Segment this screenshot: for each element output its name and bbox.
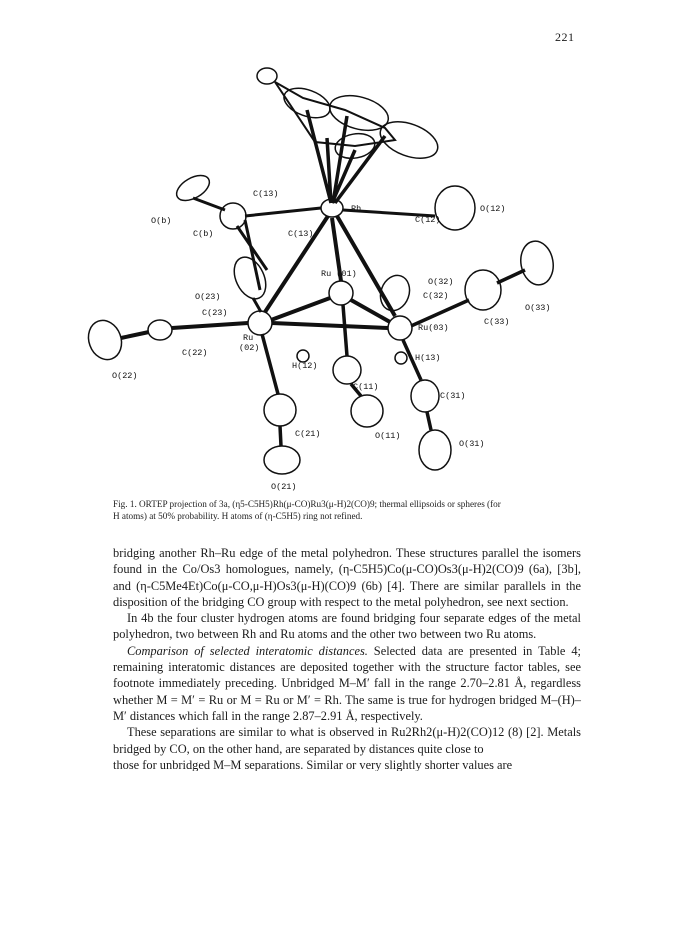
atom-label: O(b) [151, 216, 172, 226]
atom-label: (02) [239, 343, 260, 353]
atom-label: Ru(03) [418, 323, 449, 333]
paragraph: In 4b the four cluster hydrogen atoms are found bridging four separate edges of the metal polyhedron, two between Rh and Ru atoms and the other two between two Ru atoms. [113, 611, 581, 642]
atom-label: C(b) [193, 229, 214, 239]
paragraph-cut-off: those for unbridged M–M separations. Similar or very slightly shorter values are [113, 757, 513, 771]
atom-label: C(22) [182, 348, 208, 358]
atom-label: Rh [351, 204, 362, 214]
atom-label: C(33) [484, 317, 510, 327]
atom-label: O(33) [525, 303, 551, 313]
atom-label: Ru [243, 333, 254, 343]
atom-label: O(23) [195, 292, 221, 302]
atom-label: C(13) [288, 229, 314, 239]
atom-label: Ru (01) [321, 269, 357, 279]
atom-label: O(31) [459, 439, 485, 449]
ortep-figure [85, 58, 585, 498]
atom-label: C(31) [440, 391, 466, 401]
cp-atom-ellipse [257, 68, 277, 84]
paragraph: These separations are similar to what is observed in Ru2Rh2(μ-H)2(CO)12 (8) [2]. Metals bridged by CO, on the other hand, are separated by distances quite close to [113, 725, 581, 756]
atom-label: C(12) [415, 215, 441, 225]
ru03-atom [388, 316, 412, 340]
caption-line: H atoms) at 50% probability. H atoms of (η-C5H5) ring not refined. [113, 511, 363, 521]
atom-label: O(12) [480, 204, 506, 214]
atom-label: C(13) [253, 189, 279, 199]
atom-label: H(13) [415, 353, 441, 363]
cp-atom-ellipse [375, 115, 442, 166]
ru01-atom [329, 281, 353, 305]
section-heading: Comparison of selected interatomic distances. [127, 643, 368, 658]
ru02-atom [248, 311, 272, 335]
atom-label: O(21) [271, 482, 297, 492]
atom-label: C(23) [202, 308, 228, 318]
paragraph [113, 643, 581, 724]
ortep-structure-drawing [85, 58, 585, 498]
body-text [113, 545, 581, 771]
paragraph-text: Selected data are presented in Table 4; remaining interatomic distances are deposited together with the structure factor tables, see footnote immediately preceding. Unbridged M–M′ fall in the range 2.70–2.81 Å, regardless whether M = M′ = Ru or M = Ru or M′ = Rh. The same is true for hydrogen bridged M–(H)–M′ distances which fall in the range 2.87–2.91 Å, respectively. [113, 643, 581, 723]
cp-atom-ellipse [326, 90, 392, 136]
atom-label: O(32) [428, 277, 454, 287]
atom-label: C(11) [353, 382, 379, 392]
atom-label: O(11) [375, 431, 401, 441]
atom-label: H(12) [292, 361, 318, 371]
figure-caption [113, 498, 581, 522]
page-number: 221 [555, 30, 575, 44]
paragraph: bridging another Rh–Ru edge of the metal polyhedron. These structures parallel the isomers found in the Co/Os3 homologues, namely, (η-C5H5)Co(μ-CO)Os3(μ-H)2(CO)9 (6a), [3b], and (η-C5Me4Et)Co(μ-CO,μ-H)Os3(μ-H)(CO)9 (6b) [4]. There are similar parallels in the disposition of the bridging CO group with respect to the metal polyhedron, see next section. [113, 546, 581, 609]
caption-line: Fig. 1. ORTEP projection of 3a, (η5-C5H5)Rh(μ-CO)Ru3(μ-H)2(CO)9; thermal ellipsoids or spheres (for [113, 499, 501, 509]
atom-label: C(21) [295, 429, 321, 439]
atom-label: C(32) [423, 291, 449, 301]
atom-label: O(22) [112, 371, 138, 381]
